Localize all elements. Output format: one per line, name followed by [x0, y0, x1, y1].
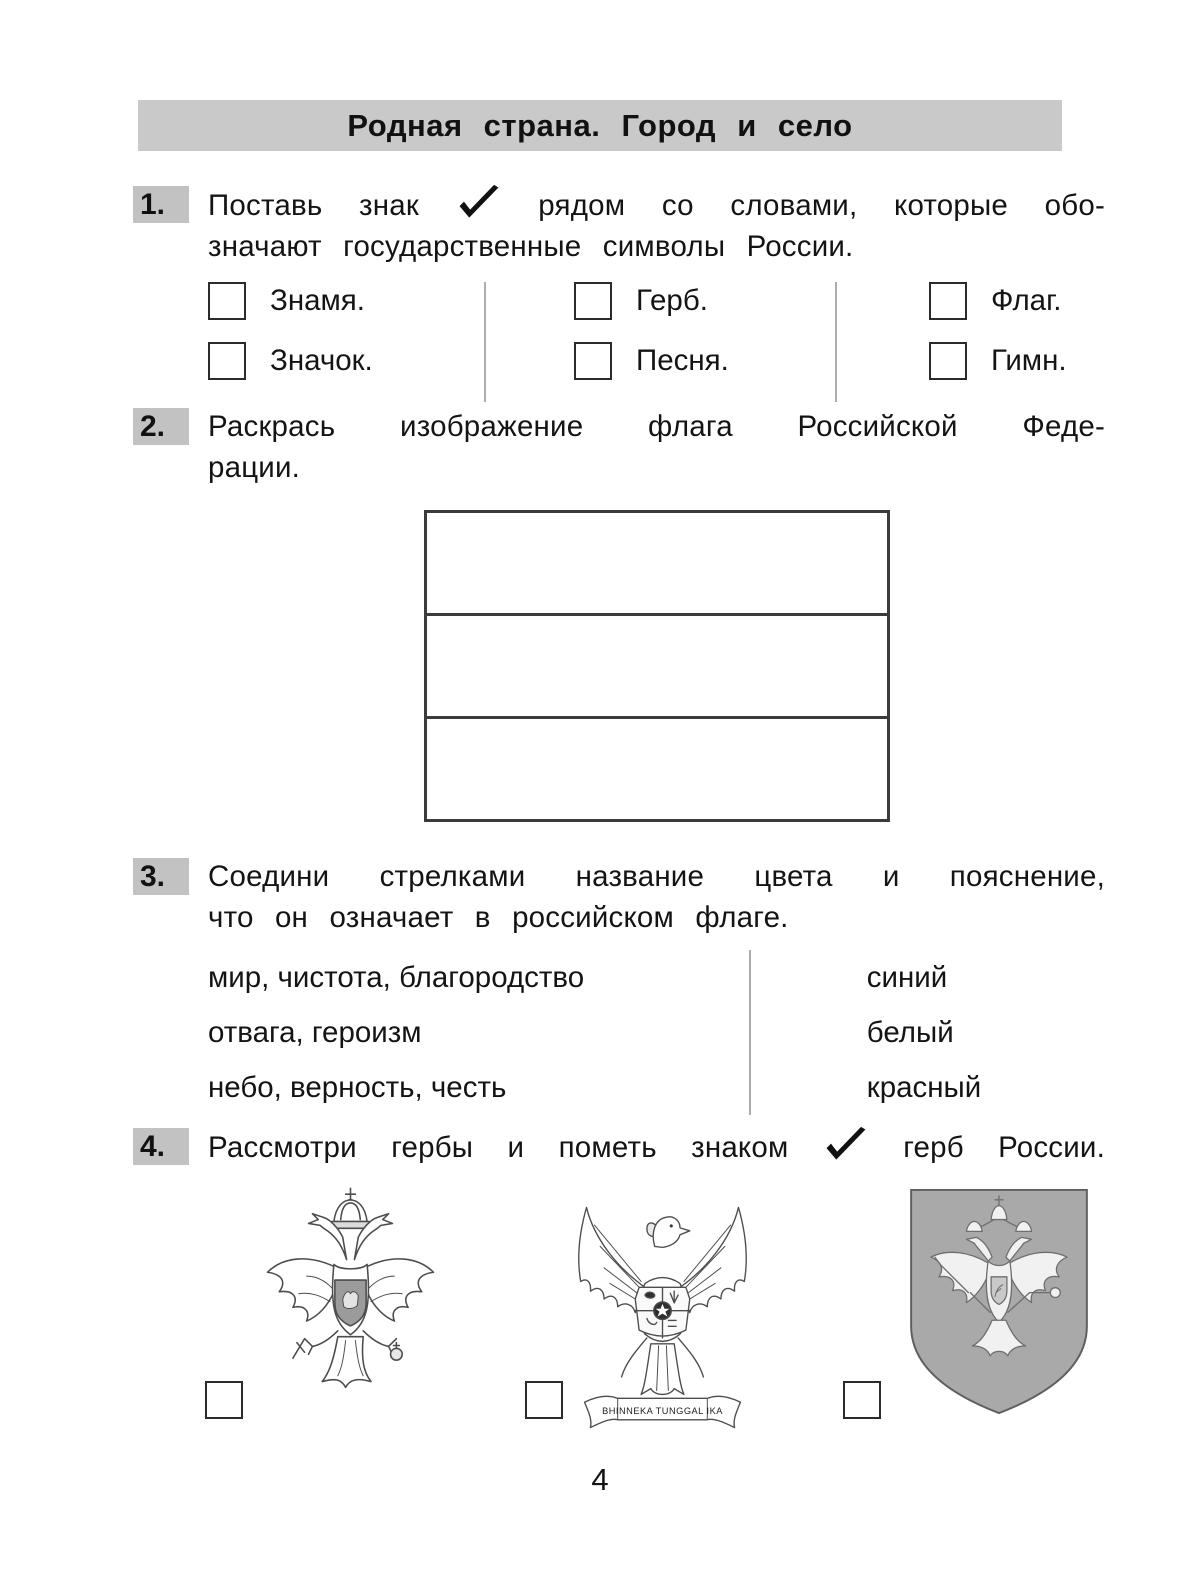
flag-stripe-bottom[interactable]	[427, 716, 887, 819]
option-znachok: Значок.	[208, 342, 484, 380]
emblem-cell-2	[470, 1186, 800, 1448]
flag-stripe-top[interactable]	[427, 513, 887, 613]
meaning-item-peace[interactable]: мир, чистота, благородство	[208, 960, 585, 994]
task-3-instruction-line-1: Соедини стрелками название цвета и пояснение,	[208, 860, 1105, 893]
garuda-pancasila-emblem	[565, 1186, 760, 1449]
task-1-instruction-line-2: значают государственные символы России.	[208, 230, 854, 263]
task-2-instruction-line-1: Раскрась изображение флага Российской Феде-	[208, 410, 1105, 443]
checkbox-flag[interactable]	[929, 282, 967, 320]
color-item-white[interactable]: белый	[866, 1015, 954, 1049]
task-3-instruction-line-2: что он означает в российском флаге.	[208, 901, 789, 934]
checkbox-pesnya[interactable]	[574, 342, 612, 380]
checkbox-znamya[interactable]	[208, 282, 246, 320]
checkbox-emblem-2[interactable]	[525, 1381, 563, 1419]
checkbox-znachok[interactable]	[208, 342, 246, 380]
task-2-instruction-line-2: рации.	[208, 451, 301, 484]
garuda-banner-text: BHINNEKA TUNGGAL IKA	[602, 1405, 723, 1416]
task-4-number: 4.	[133, 1128, 189, 1165]
task-4	[133, 1126, 1105, 1448]
meaning-item-courage[interactable]: отвага, героизм	[208, 1015, 422, 1049]
task-1-number: 1.	[133, 186, 189, 223]
option-znamya: Знамя.	[208, 282, 484, 320]
flag-stripe-middle[interactable]	[427, 613, 887, 716]
emblem-cell-1	[133, 1186, 470, 1448]
task-3-number: 3.	[133, 858, 189, 895]
page-header	[138, 100, 1062, 151]
task-1-instruction-line-1: Поставь знак рядом со словами, которые обо-	[208, 184, 1105, 226]
task-3-matching	[208, 950, 1105, 1115]
option-flag: Флаг.	[929, 282, 1105, 320]
checkbox-gerb[interactable]	[574, 282, 612, 320]
page-number: 4	[591, 1462, 609, 1497]
emblem-row	[133, 1186, 1105, 1448]
task-3	[133, 856, 1105, 1115]
russia-coat-of-arms-emblem	[905, 1186, 1093, 1418]
checkmark-icon	[456, 184, 502, 222]
montenegro-double-headed-eagle-emblem	[248, 1186, 453, 1421]
checkmark-icon	[823, 1126, 869, 1164]
meaning-item-sky[interactable]: небо, верность, честь	[208, 1070, 507, 1104]
task-1-options	[208, 282, 1105, 402]
color-item-blue[interactable]: синий	[866, 960, 948, 994]
emblem-cell-3	[800, 1186, 1105, 1448]
option-gerb: Герб.	[574, 282, 835, 320]
checkbox-emblem-1[interactable]	[205, 1381, 243, 1419]
option-pesnya: Песня.	[574, 342, 835, 380]
page-title: Родная страна. Город и село	[347, 107, 853, 143]
checkbox-emblem-3[interactable]	[843, 1381, 881, 1419]
task-2	[133, 406, 1105, 822]
option-gimn: Гимн.	[929, 342, 1105, 380]
russian-flag-outline	[424, 510, 890, 822]
color-item-red[interactable]: красный	[866, 1070, 982, 1104]
checkbox-gimn[interactable]	[929, 342, 967, 380]
task-2-number: 2.	[133, 408, 189, 445]
task-1	[133, 184, 1105, 402]
task-4-instruction: Рассмотри гербы и пометь знаком герб России.	[208, 1126, 1105, 1168]
